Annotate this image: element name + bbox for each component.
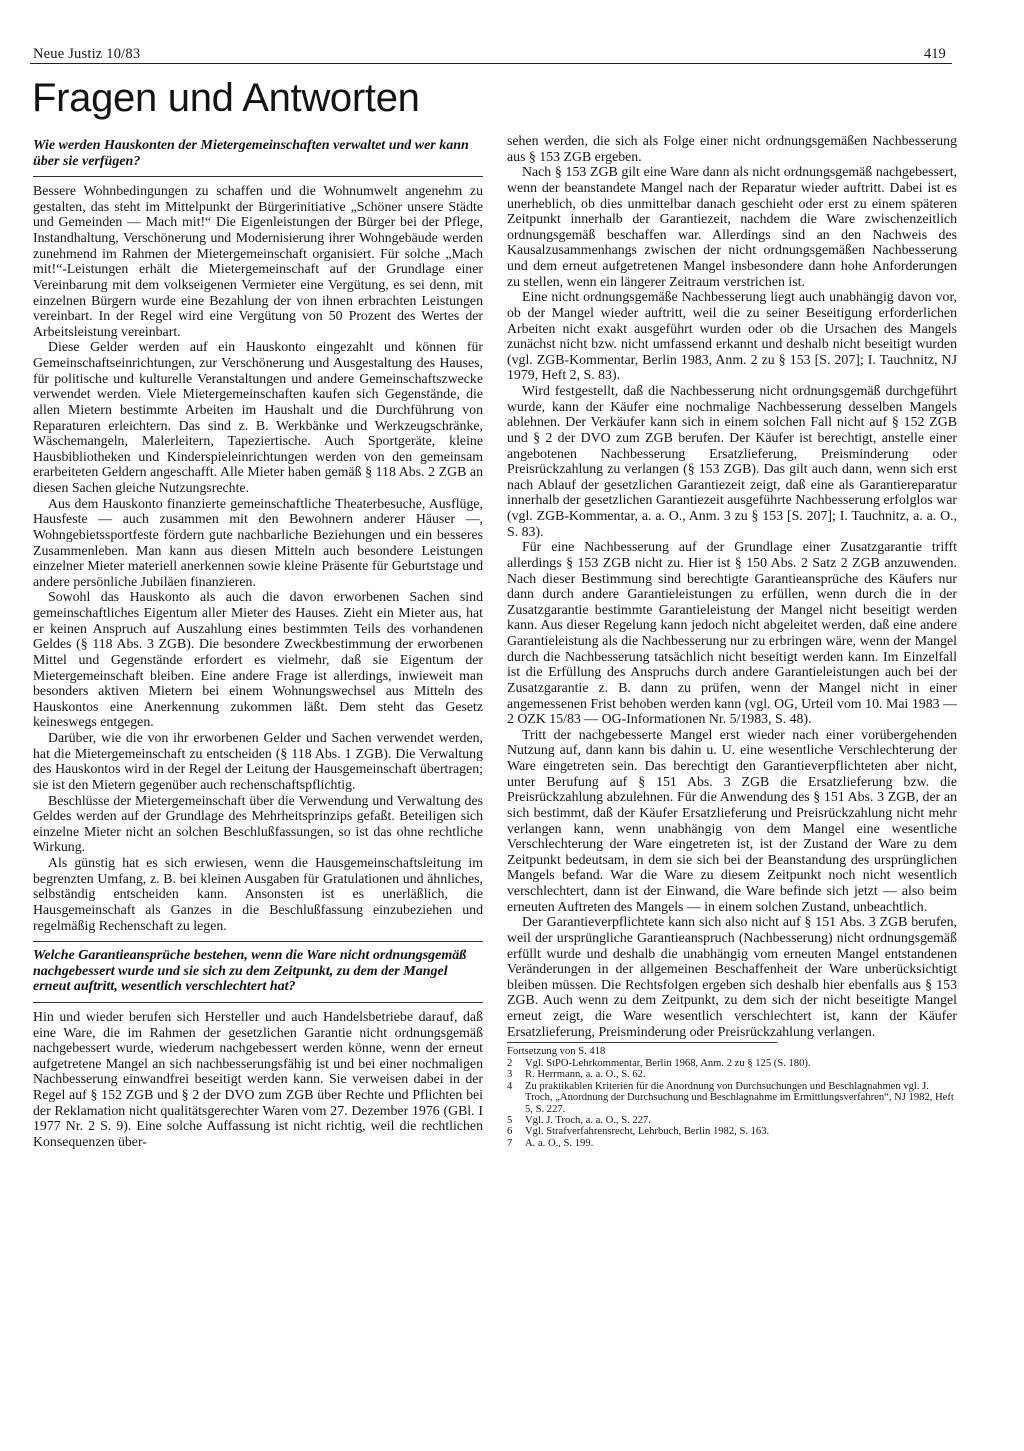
left-column xyxy=(33,138,483,1150)
answer-1-paragraph: Als günstig hat es sich erwiesen, wenn die Hausgemeinschaftsleitung im begrenzten Umfang, z. B. bei kleinen Ausgaben für Gratulationen und ähnliches, selbständig entscheiden kann. Ansonsten ist es unerläßlich, die Hausgemeinschaft als Ganzes in die Beschlußfassung einzubeziehen und regelmäßig Rechenschaft zu legen. xyxy=(33,855,483,933)
answer-2-paragraph: Für eine Nachbesserung auf der Grundlage einer Zusatzgarantie trifft allerdings § 153 ZGB nicht zu. Hier ist § 150 Abs. 2 Satz 2 ZGB anzuwenden. Nach dieser Bestimmung sind berechtigte Garantieansprüche des Käufers nur dann durch andere Garantieleistungen zu erfüllen, wenn durch die in der Zusatzgarantie bestimmte Garantieleistung der Mangel nicht beseitigt werden kann. Aus dieser Regelung kann jedoch nicht abgeleitet werden, daß eine andere Garantieleistung als die Nachbesserung nur zu erbringen wäre, wenn der Mangel durch die Nachbesserung tatsächlich nicht beseitigt werden kann. Im Einzelfall ist die Erfüllung des Anspruchs durch andere Garantieleistungen auch bei der Zusatzgarantie z. B. dann zu prüfen, wenn der Mangel nicht in einer angemessenen Frist behoben werden kann (vgl. OG, Urteil vom 10. Mai 1983 — 2 OZK 15/83 — OG-Informationen Nr. 5/1983, S. 48). xyxy=(507,539,957,727)
footnote-number: 2 xyxy=(507,1057,513,1069)
footnote xyxy=(507,1081,957,1115)
footnote-text: Vgl. Strafverfahrensrecht, Lehrbuch, Berlin 1982, S. 163. xyxy=(525,1126,770,1138)
journal-issue: Neue Justiz 10/83 xyxy=(33,46,141,62)
footnote xyxy=(507,1058,957,1069)
question-divider xyxy=(33,941,483,942)
footnotes xyxy=(507,1046,957,1149)
answer-2-paragraph: Nach § 153 ZGB gilt eine Ware dann als nicht ordnungsgemäß nachgebessert, wenn der beanstandete Mangel nach der Reparatur wieder auftritt. Dabei ist es unerheblich, ob dies unmittelbar danach geschieht oder erst zu einem späteren Zeitpunkt innerhalb der Garantiezeit, nachdem die Ware zwischenzeitlich ordnungsgemäß beschaffen war. Allerdings sind an den Nachweis des Kausalzusammenhangs zwischen der nicht ordnungsgemäßen Nachbesserung und dem erneut aufgetretenen Mangel insbesondere dann hohe Anforderungen zu stellen, wenn ein längerer Zeitraum verstrichen ist. xyxy=(507,164,957,289)
answer-1-paragraph: Sowohl das Hauskonto als auch die davon erworbenen Sachen sind gemeinschaftliches Eigentum aller Mieter des Hauses. Zieht ein Mieter aus, hat er keinen Anspruch auf Auszahlung eines bestimmten Teils des vorhandenen Geldes (§ 118 Abs. 3 ZGB). Die besondere Zweckbestimmung der erworbenen Mittel und Gegenstände erfordert es vielmehr, daß sie Eigentum der Mietergemeinschaft bleiben. Eine andere Frage ist allerdings, inwieweit man besonders aktiven Mietern bei einem Wohnungswechsel aus Mitteln des Hauskontos eine Anerkennung zukommen läßt. Dem steht das Gesetz keineswegs entgegen. xyxy=(33,589,483,730)
footnote-heading: Fortsetzung von S. 418 xyxy=(507,1046,606,1058)
answer-2-paragraph: Tritt der nachgebesserte Mangel erst wieder nach einer vorübergehenden Nutzung auf, dann kann bis dahin u. U. eine wesentliche Verschlechterung der Ware eingetreten sein. Das berechtigt den Garantieverpflichteten aber nicht, unter Berufung auf § 151 Abs. 3 ZGB die Ersatzlieferung bzw. die Preisrückzahlung abzulehnen. Für die Anwendung des § 151 Abs. 3 ZGB, der an sich bestimmt, daß der Käufer Ersatzlieferung und Preisrückzahlung nicht mehr verlangen kann, wenn unabhängig von dem Mangel eine wesentliche Verschlechterung der Ware eingetreten ist, ist der Zustand der Ware zu dem Zeitpunkt bedeutsam, in dem sie sich bei der Beanstandung des ursprünglichen Mangels befand. War die Ware zu diesem Zeitpunkt noch nicht wesentlich verschlechtert, dann ist der Einwand, die Ware befinde sich jetzt — also beim erneuten Auftreten des Mangels — in einem solchen Zustand, unbeachtlich. xyxy=(507,726,957,914)
footnote xyxy=(507,1138,957,1149)
footnote xyxy=(507,1115,957,1126)
footnote xyxy=(507,1126,957,1137)
question-divider xyxy=(33,176,483,177)
answer-1-paragraph: Beschlüsse der Mietergemeinschaft über die Verwendung und Verwaltung des Geldes werden auf der Grundlage des Mehrheitsprinzips gefaßt. Beteiligen sich einzelne Mieter nicht an solchen Beschlußfassungen, so ist das ohne rechtliche Wirkung. xyxy=(33,792,483,855)
footnote-number: 6 xyxy=(507,1126,513,1138)
question-divider xyxy=(33,1002,483,1003)
footnote xyxy=(507,1069,957,1080)
footnote-number: 5 xyxy=(507,1114,513,1126)
answer-2-paragraph: Wird festgestellt, daß die Nachbesserung nicht ordnungsgemäß durchgeführt wurde, kann der Käufer eine nochmalige Nachbesserung desselben Mangels ablehnen. Der Verkäufer kann sich in einem solchen Fall nicht auf § 152 ZGB und § 2 der DVO zum ZGB berufen. Der Käufer ist berechtigt, anstelle einer angebotenen Nachbesserung Ersatzlieferung, Preisminderung oder Preisrückzahlung zu verlangen (§ 153 ZGB). Das gilt auch dann, wenn sich erst nach Ablauf der gesetzlichen Garantiezeit zeigt, daß eine als Garantiereparatur innerhalb der gesetzlichen Garantiezeit ausgeführte Nachbesserung erfolglos war (vgl. ZGB-Kommentar, a. a. O., Anm. 3 zu § 153 [S. 207]; I. Tauchnitz, a. a. O., S. 83). xyxy=(507,383,957,539)
answer-2-paragraph: Der Garantieverpflichtete kann sich also nicht auf § 151 Abs. 3 ZGB berufen, weil der ursprüngliche Garantieanspruch (Nachbesserung) nicht ordnungsgemäß erfüllt wurde und deshalb die unabhängig vom erneuten Mangel entstandenen Veränderungen in der allgemeinen Beschaffenheit der Ware unberücksichtigt bleiben müssen. Die Rechtsfolgen ergeben sich deshalb hier ebenfalls aus § 153 ZGB. Auch wenn zu dem Zeitpunkt, zu dem sich der nicht beseitigte Mangel erneut zeigt, die Ware wesentlich verschlechtert ist, kann der Käufer Ersatzlieferung, Preisminderung oder Preisrückzahlung verlangen. xyxy=(507,914,957,1039)
question-2: Welche Garantieansprüche bestehen, wenn die Ware nicht ordnungsgemäß nachgebessert wurde und sie sich zu dem Zeitpunkt, zu dem der Mangel erneut auftritt, wesentlich verschlechtert hat? xyxy=(33,948,467,995)
footnote-rule xyxy=(507,1042,777,1043)
answer-2-paragraph: Hin und wieder berufen sich Hersteller und auch Handelsbetriebe darauf, daß eine Ware, die im Rahmen der gesetzlichen Garantie nicht ordnungsgemäß nachgebessert wurde, wiederum nachgebessert werden könne, wenn der erneut aufgetretene Mangel an sich nachbesserungsfähig ist und bei einer nochmaligen Nachbesserung einwandfrei beseitigt werden kann. Sie verweisen dabei in der Regel auf § 152 ZGB und § 2 der DVO zum ZGB über Rechte und Pflichten bei der Reklamation nicht qualitätsgerechter Waren vom 27. Dezember 1976 (GBl. I 1977 Nr. 2 S. 9). Eine solche Auffassung ist nicht richtig, weil die rechtlichen Konsequenzen über- xyxy=(33,1008,483,1149)
section-title: Fragen und Antworten xyxy=(32,76,420,120)
question-1: Wie werden Hauskonten der Mietergemeinschaften verwaltet und wer kann über sie verfügen? xyxy=(33,138,469,169)
page-number: 419 xyxy=(924,46,946,62)
right-column xyxy=(507,133,957,1149)
header-rule xyxy=(30,63,952,64)
footnote-text: A. a. O., S. 199. xyxy=(525,1137,594,1149)
answer-1-paragraph: Aus dem Hauskonto finanzierte gemeinschaftliche Theaterbesuche, Ausflüge, Hausfeste — auch zusammen mit den Bewohnern anderer Häuser —, Wohngebietssportfeste fördern gute nachbarliche Beziehungen und ein besseres Zusammenleben. Man kann aus diesen Mitteln auch besondere Leistungen einzelner Mieter materiell anerkennen sowie kleine Präsente für Geburtstage und andere persönliche Jubiläen finanzieren. xyxy=(33,495,483,589)
footnote-number: 3 xyxy=(507,1069,513,1081)
footnote-number: 4 xyxy=(507,1080,513,1092)
footnote-text: Zu praktikablen Kriterien für die Anordnung von Durchsuchungen und Beschlagnahmen vgl. J. Troch, „Anordnung der Durchsuchung und Beschlagnahme im Ermittlungsverfahren“, NJ 1982, Heft 5, S. 227. xyxy=(525,1080,954,1115)
footnote-text: Vgl. J. Troch, a. a. O., S. 227. xyxy=(525,1114,651,1126)
answer-1-paragraph: Diese Gelder werden auf ein Hauskonto eingezahlt und können für Gemeinschaftseinrichtungen, zur Verschönerung und Ausgestaltung des Hauses, für politische und kulturelle Veranstaltungen und andere Gemeinschaftszwecke verwendet werden. Viele Mietergemeinschaften kaufen sich Gegenstände, die allen Mietern bestimmte Arbeiten im Haushalt und die Durchführung von Reparaturen erleichtern. Das sind z. B. Werkbänke und Werkzeugschränke, Wäschemangeln, Malerleitern, Tapeziertische. Auch Sportgeräte, kleine Hausbibliotheken und Kinderspieleinrichtungen werden von den gemeinsam erarbeiteten Geldern angeschafft. Alle Mieter haben gemäß § 118 Abs. 2 ZGB an diesen Sachen gleiche Nutzungsrechte. xyxy=(33,339,483,496)
answer-2-paragraph: Eine nicht ordnungsgemäße Nachbesserung liegt auch unabhängig davon vor, ob der Mangel wieder auftritt, weil die zu seiner Beseitigung erforderlichen Arbeiten nicht exakt ausgeführt wurden oder ob die Ursachen des Mangels zunächst nicht bzw. nicht umfassend erkannt und deshalb nicht beseitigt wurden (vgl. ZGB-Kommentar, Berlin 1983, Anm. 2 zu § 153 [S. 207]; I. Tauchnitz, NJ 1979, Heft 2, S. 83). xyxy=(507,289,957,383)
answer-1-paragraph: Darüber, wie die von ihr erworbenen Gelder und Sachen verwendet werden, hat die Mietergemeinschaft zu entscheiden (§ 118 Abs. 1 ZGB). Die Verwaltung des Hauskontos wird in der Regel der Leitung der Hausgemeinschaft übertragen; sie ist den Mietern gegenüber auch rechenschaftspflichtig. xyxy=(33,730,483,792)
answer-1-paragraph: Bessere Wohnbedingungen zu schaffen und die Wohnumwelt angenehm zu gestalten, das steht im Mittelpunkt der Bürgerinitiative „Schöner unsere Städte und Gemeinden — Mach mit!“ Die Eigenleistungen der Bürger bei der Pflege, Instandhaltung, Verschönerung und Modernisierung ihrer Wohngebäude werden zunehmend im Rahmen der Mietergemeinschaft organisiert. Für solche „Mach mit!“-Leistungen erhält die Mietergemeinschaft auf der Grundlage einer Vereinbarung mit dem volkseigenen Vermieter eine Vergütung, es sei denn, mit einzelnen Bürgern wurde eine Bezahlung der von ihnen erbrachten Leistungen vereinbart. In der Regel wird eine Vergütung von 50 Prozent des Wertes der Arbeitsleistung vereinbart. xyxy=(33,183,483,339)
footnote-number: 7 xyxy=(507,1137,513,1149)
footnote-text: Vgl. StPO-Lehrkommentar, Berlin 1968, Anm. 2 zu § 125 (S. 180). xyxy=(525,1057,811,1069)
answer-2-paragraph: sehen werden, die sich als Folge einer nicht ordnungsgemäßen Nachbesserung aus § 153 ZGB ergeben. xyxy=(507,133,957,164)
footnote-text: R. Herrmann, a. a. O., S. 62. xyxy=(525,1069,646,1081)
